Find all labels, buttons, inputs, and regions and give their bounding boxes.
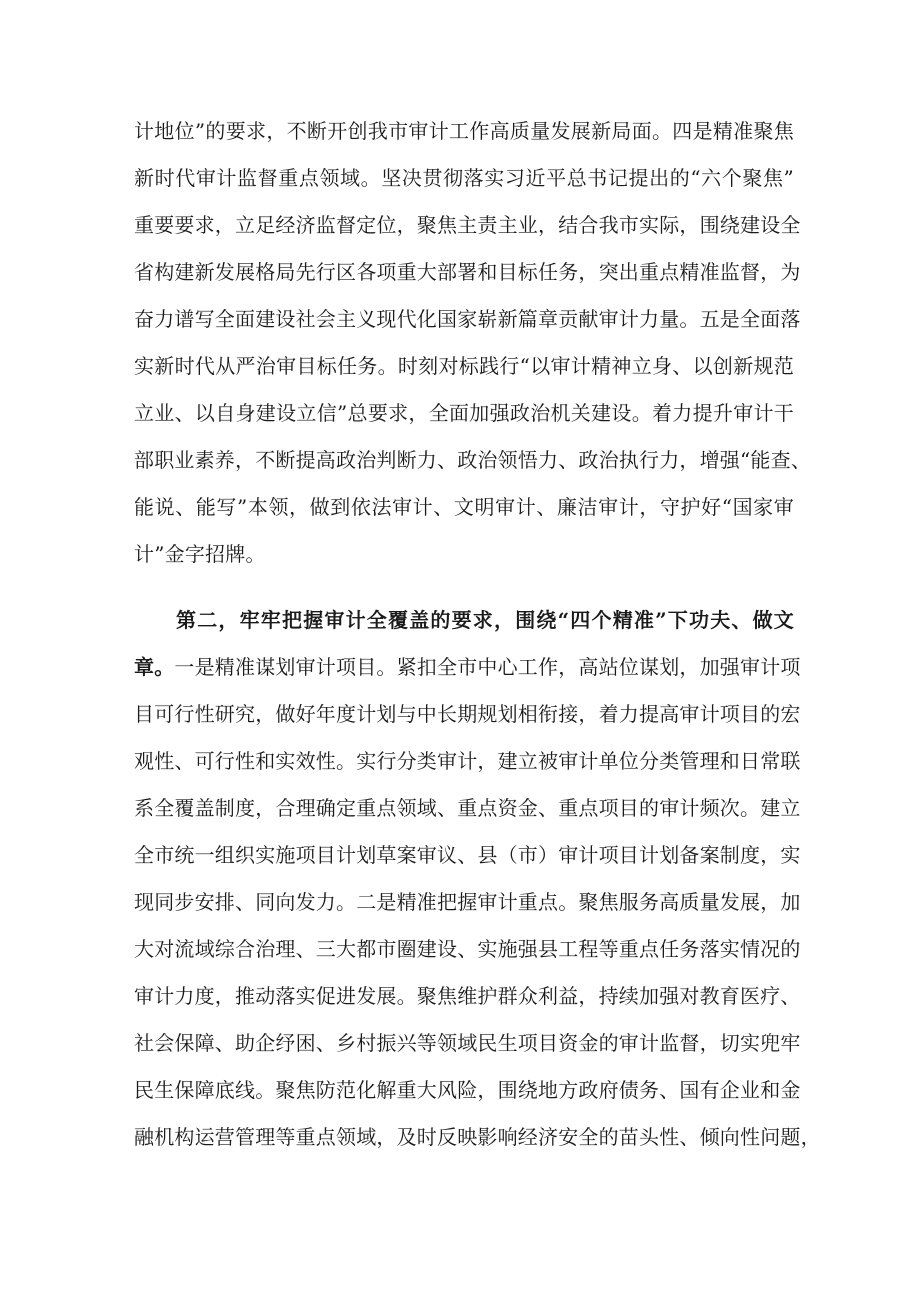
paragraph1-line-4: 省构建新发展格局先行区各项重大部署和目标任务，突出重点精准监督，为 — [134, 260, 801, 284]
paragraph2-heading-end: 章。 — [134, 655, 175, 679]
paragraph2-line-9: 审计力度，推动落实促进发展。聚焦维护群众利益，持续加强对教育医疗、 — [134, 984, 801, 1008]
paragraph1-line-9: 能说、能写”本领，做到依法审计、文明审计、廉洁审计，守护好“国家审 — [134, 495, 794, 519]
paragraph2-line-11: 民生保障底线。聚焦防范化解重大风险，围绕地方政府债务、国有企业和金 — [134, 1078, 801, 1102]
paragraph2-line-5: 系全覆盖制度，合理确定重点领域、重点资金、重点项目的审计频次。建立 — [134, 796, 801, 820]
paragraph2-line-2 — [134, 652, 801, 682]
paragraph2-line-10: 社会保障、助企纾困、乡村振兴等领域民生项目资金的审计监督，切实兜牢 — [134, 1031, 801, 1055]
paragraph2-line-6: 全市统一组织实施项目计划草案审议、县（市）审计项目计划备案制度，实 — [134, 843, 801, 867]
paragraph2-line-7: 现同步安排、同向发力。二是精准把握审计重点。聚焦服务高质量发展，加 — [134, 890, 801, 914]
paragraph2-line-2-rest: 一是精准谋划审计项目。紧扣全市中心工作，高站位谋划，加强审计项 — [174, 655, 801, 679]
paragraph2-line-8: 大对流域综合治理、三大都市圈建设、实施强县工程等重点任务落实情况的 — [134, 937, 801, 961]
paragraph1-line-5: 奋力谱写全面建设社会主义现代化国家崭新篇章贡献审计力量。五是全面落 — [134, 307, 801, 331]
paragraph1-line-6: 实新时代从严治审目标任务。时刻对标践行“以审计精神立身、以创新规范 — [134, 354, 794, 378]
paragraph1-line-3: 重要要求，立足经济监督定位，聚焦主责主业，结合我市实际，围绕建设全 — [134, 213, 801, 237]
paragraph1-line-8: 部职业素养，不断提高政治判断力、政治领悟力、政治执行力，增强“能查、 — [134, 448, 812, 472]
paragraph1-line-7: 立业、以自身建设立信”总要求，全面加强政治机关建设。着力提升审计干 — [134, 401, 794, 425]
paragraph2-line-12: 融机构运营管理等重点领域，及时反映影响经济安全的苗头性、倾向性问题， — [134, 1125, 821, 1149]
paragraph1-line-10: 计”金字招牌。 — [134, 542, 266, 566]
paragraph1-line-2: 新时代审计监督重点领域。坚决贯彻落实习近平总书记提出的“六个聚焦” — [134, 166, 794, 190]
paragraph2-line-4: 观性、可行性和实效性。实行分类审计，建立被审计单位分类管理和日常联 — [134, 749, 801, 773]
paragraph2-line-3: 目可行性研究，做好年度计划与中长期规划相衔接，着力提高审计项目的宏 — [134, 702, 801, 726]
paragraph2-heading-line-1: 第二，牢牢把握审计全覆盖的要求，围绕“四个精准”下功夫、做文 — [176, 608, 794, 632]
paragraph1-line-1: 计地位”的要求，不断开创我市审计工作高质量发展新局面。四是精准聚焦 — [134, 119, 794, 143]
